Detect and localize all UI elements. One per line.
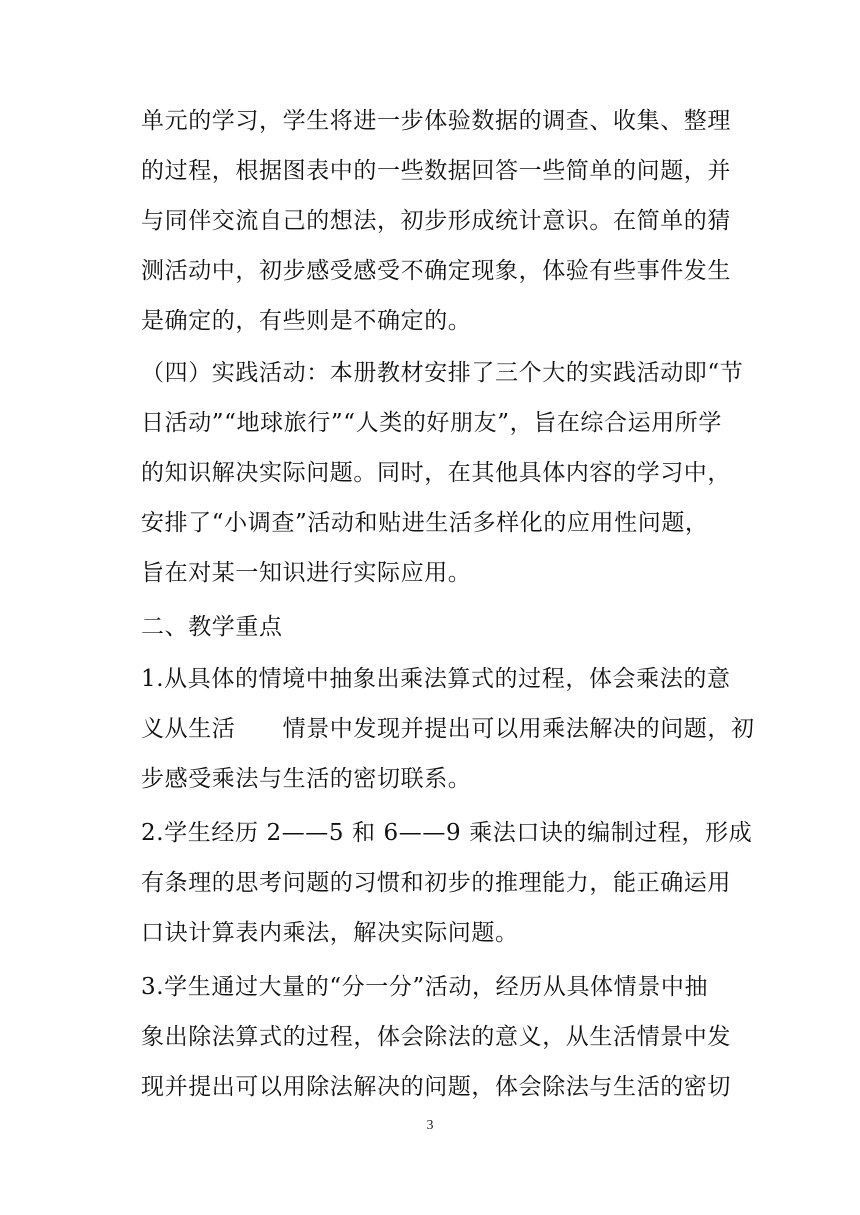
text-line-18: 3.学生通过大量的“分一分”活动，经历从具体情景中抽 <box>141 974 709 1000</box>
text-line-19: 象出除法算式的过程，体会除法的意义，从生活情景中发 <box>141 1024 731 1050</box>
text-line-20: 现并提出可以用除法解决的问题，体会除法与生活的密切 <box>141 1074 731 1100</box>
text-line-3: 与同伴交流自己的想法，初步形成统计意识。在简单的猜 <box>141 208 731 234</box>
text-line-12: 1.从具体的情境中抽象出乘法算式的过程，体会乘法的意 <box>141 666 731 692</box>
section-heading: 二、教学重点 <box>141 614 283 640</box>
text-line-1: 单元的学习，学生将进一步体验数据的调查、收集、整理 <box>141 108 731 134</box>
text-line-4: 测活动中，初步感受感受不确定现象，体验有些事件发生 <box>141 258 731 284</box>
text-line-14: 步感受乘法与生活的密切联系。 <box>141 766 472 792</box>
text-line-5: 是确定的，有些则是不确定的。 <box>141 308 472 334</box>
text-line-2: 的过程，根据图表中的一些数据回答一些简单的问题，并 <box>141 158 731 184</box>
text-line-6: （四）实践活动：本册教材安排了三个大的实践活动即“节 <box>141 360 744 386</box>
text-line-7: 日活动”“地球旅行”“人类的好朋友”，旨在综合运用所学 <box>141 410 722 436</box>
text-line-9: 安排了“小调查”活动和贴进生活多样化的应用性问题， <box>141 510 709 536</box>
text-line-8: 的知识解决实际问题。同时，在其他具体内容的学习中， <box>141 460 731 486</box>
text-line-10: 旨在对某一知识进行实际应用。 <box>141 560 472 586</box>
text-line-17: 口诀计算表内乘法，解决实际问题。 <box>141 920 519 946</box>
page-number: 3 <box>426 1118 434 1133</box>
text-line-13: 义从生活 情景中发现并提出可以用乘法解决的问题，初 <box>141 716 755 742</box>
text-line-16: 有条理的思考问题的习惯和初步的推理能力，能正确运用 <box>141 870 731 896</box>
text-line-15: 2.学生经历 2——5 和 6——9 乘法口诀的编制过程，形成 <box>141 820 753 846</box>
